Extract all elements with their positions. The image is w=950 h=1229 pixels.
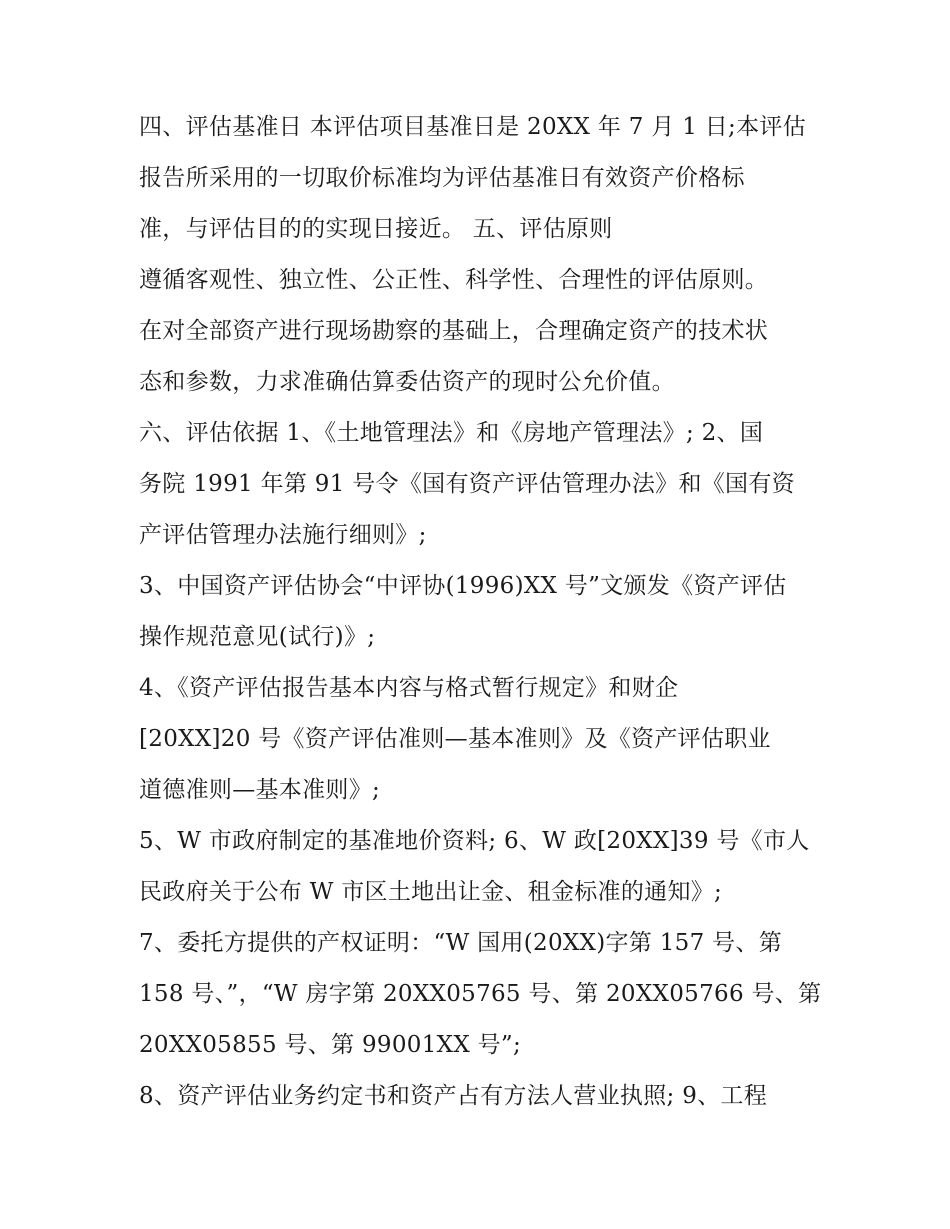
text-line: 六、评估依据 1、《土地管理法》和《房地产管理法》; 2、国 <box>139 420 764 446</box>
text-line: 报告所采用的一切取价标准均为评估基准日有效资产价格标 <box>139 165 745 191</box>
text-line: 4、《资产评估报告基本内容与格式暂行规定》和财企 <box>139 675 679 701</box>
text-line: 5、W 市政府制定的基准地价资料; 6、W 政[20XX]39 号《市人 <box>139 828 810 854</box>
text-line: 操作规范意见(试行)》; <box>139 624 376 650</box>
text-line: 8、资产评估业务约定书和资产占有方法人营业执照; 9、工程 <box>139 1083 768 1109</box>
text-line: 民政府关于公布 W 市区土地出让金、租金标准的通知》; <box>139 879 723 905</box>
text-line: 7、委托方提供的产权证明：“W 国用(20XX)字第 157 号、第 <box>139 930 783 956</box>
text-line: 158 号、”，“W 房字第 20XX05765 号、第 20XX05766 号、第 <box>139 981 822 1007</box>
text-line: 20XX05855 号、第 99001XX 号”; <box>139 1032 522 1058</box>
text-line: 道德准则—基本准则》; <box>139 777 381 803</box>
text-line: 在对全部资产进行现场勘察的基础上，合理确定资产的技术状 <box>139 318 769 344</box>
text-line: [20XX]20 号《资产评估准则—基本准则》及《资产评估职业 <box>139 726 771 752</box>
text-line: 准，与评估目的的实现日接近。 五、评估原则 <box>139 216 613 242</box>
text-line: 产评估管理办法施行细则》; <box>139 522 427 548</box>
text-line: 3、中国资产评估协会“中评协(1996)XX 号”文颁发《资产评估 <box>139 573 787 599</box>
text-line: 务院 1991 年第 91 号令《国有资产评估管理办法》和《国有资 <box>139 471 795 497</box>
text-line: 态和参数，力求准确估算委估资产的现时公允价值。 <box>139 369 675 395</box>
text-line: 四、评估基准日 本评估项目基准日是 20XX 年 7 月 1 日;本评估 <box>139 114 807 140</box>
text-line: 遵循客观性、独立性、公正性、科学性、合理性的评估原则。 <box>139 267 769 293</box>
document-body <box>139 102 839 1122</box>
